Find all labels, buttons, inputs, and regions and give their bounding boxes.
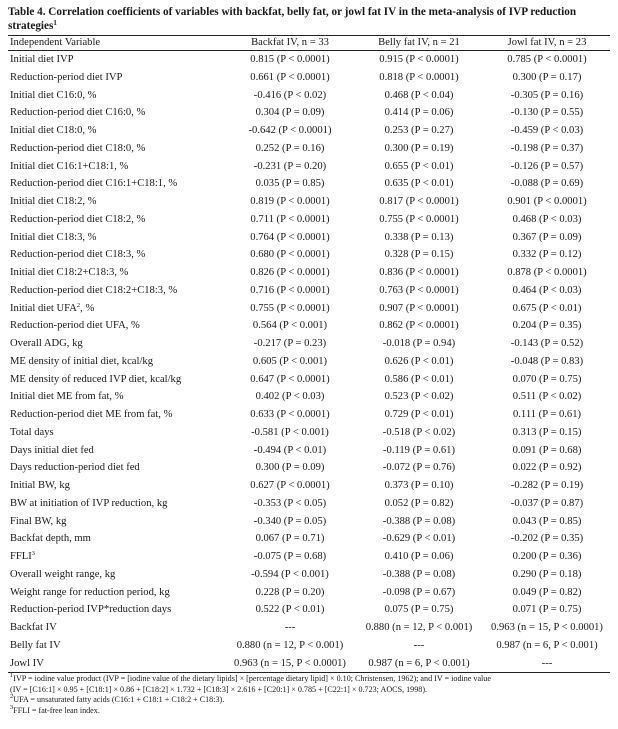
jowl-fat-iv-cell: -0.126 (P = 0.57) (510, 160, 584, 172)
table-row (8, 122, 610, 140)
row-label-text: Reduction-period diet IVP (10, 71, 123, 83)
backfat-iv-cell: 0.522 (P < 0.01) (255, 604, 325, 616)
row-label-text: Total days (10, 426, 54, 438)
belly-fat-iv-cell: 0.328 (P = 0.15) (384, 249, 454, 261)
row-label-text: Overall ADG, kg (10, 338, 83, 349)
jowl-fat-iv-cell: 0.043 (P = 0.85) (512, 515, 582, 527)
row-label (8, 371, 226, 389)
jowl-fat-iv-cell: -0.048 (P = 0.83) (510, 355, 584, 367)
column-header-jowl-fat-iv: Jowl fat IV, n = 23 (484, 36, 610, 51)
row-label-text: Final BW, kg (10, 515, 67, 527)
backfat-iv-cell: -0.340 (P = 0.05) (253, 515, 327, 527)
jowl-fat-iv-cell: 0.332 (P = 0.12) (512, 249, 582, 261)
table-row (8, 264, 610, 282)
row-label (8, 69, 226, 87)
table-row (8, 548, 610, 566)
row-label-text: Reduction-period diet C18:0, % (10, 142, 146, 154)
backfat-iv-cell: 0.627 (P < 0.0001) (250, 480, 330, 491)
table-row (8, 335, 610, 353)
backfat-iv-cell: -0.075 (P = 0.68) (253, 551, 327, 562)
row-label (8, 51, 226, 69)
row-label-text: Initial diet C18:2, % (10, 196, 97, 207)
title-footnote-marker: 1 (53, 19, 57, 27)
jowl-fat-iv-cell: -0.198 (P = 0.37) (510, 142, 584, 154)
row-label (8, 459, 226, 477)
belly-fat-iv-cell: 0.300 (P = 0.19) (384, 142, 454, 154)
row-label-text: Backfat IV (10, 622, 57, 633)
table-row (8, 246, 610, 264)
row-label (8, 158, 226, 176)
backfat-iv-cell: -0.494 (P < 0.01) (253, 444, 327, 456)
footnote (10, 695, 610, 706)
backfat-iv-cell: 0.300 (P = 0.09) (255, 462, 325, 474)
row-label-text: Initial diet UFA (10, 302, 77, 314)
row-label (8, 282, 226, 300)
table-row (8, 424, 610, 442)
backfat-iv-cell: -0.231 (P = 0.20) (253, 160, 327, 172)
table-row (8, 104, 610, 122)
jowl-fat-iv-cell: 0.878 (P < 0.0001) (507, 267, 587, 278)
table-row (8, 442, 610, 460)
footnote-number: 2 (10, 693, 14, 701)
table-row (8, 619, 610, 637)
jowl-fat-iv-cell: -0.282 (P = 0.19) (510, 480, 584, 491)
belly-fat-iv-cell: 0.987 (n = 6, P < 0.001) (354, 655, 484, 673)
jowl-fat-iv-cell: 0.675 (P < 0.01) (512, 302, 582, 314)
belly-fat-iv-cell: -0.388 (P = 0.08) (382, 515, 456, 527)
footnote (10, 685, 610, 696)
row-label (8, 619, 226, 637)
belly-fat-iv-cell: 0.414 (P = 0.06) (384, 107, 454, 119)
belly-fat-iv-cell: -0.072 (P = 0.76) (382, 462, 456, 474)
backfat-iv-cell: 0.252 (P = 0.16) (255, 142, 325, 154)
belly-fat-iv-cell: 0.468 (P < 0.04) (384, 89, 454, 101)
table-row (8, 282, 610, 300)
column-header-independent-variable: Independent Variable (8, 36, 226, 51)
row-label-text: Reduction-period diet C18:2+C18:3, % (10, 284, 178, 296)
jowl-fat-iv-cell: 0.290 (P = 0.18) (512, 568, 582, 580)
backfat-iv-cell: -0.594 (P < 0.001) (251, 568, 329, 580)
belly-fat-iv-cell: -0.518 (P < 0.02) (382, 426, 456, 438)
backfat-iv-cell: 0.661 (P < 0.0001) (250, 71, 330, 83)
belly-fat-iv-cell: 0.655 (P < 0.01) (384, 160, 454, 172)
row-label-text: Backfat depth, mm (10, 533, 91, 545)
backfat-iv-cell: -0.642 (P < 0.0001) (248, 125, 332, 136)
backfat-iv-cell: 0.564 (P < 0.001) (252, 320, 328, 332)
column-header-backfat-iv: Backfat IV, n = 33 (226, 36, 354, 51)
row-label (8, 140, 226, 158)
belly-fat-iv-cell: 0.763 (P < 0.0001) (379, 284, 459, 296)
jowl-fat-iv-cell: 0.204 (P = 0.35) (512, 320, 582, 332)
row-label (8, 229, 226, 247)
table-row (8, 459, 610, 477)
table-row (8, 566, 610, 584)
table-row (8, 140, 610, 158)
jowl-fat-iv-cell: 0.313 (P = 0.15) (512, 426, 582, 438)
footnote-marker: 2 (76, 301, 81, 309)
row-label (8, 637, 226, 655)
table-row (8, 371, 610, 389)
row-label-text: Reduction-period diet ME from fat, % (10, 409, 173, 420)
row-label (8, 353, 226, 371)
belly-fat-iv-cell: -0.388 (P = 0.08) (382, 568, 456, 580)
backfat-iv-cell: 0.228 (P = 0.20) (255, 586, 325, 598)
row-label-text: Initial diet C18:3, % (10, 231, 97, 243)
jowl-fat-iv-cell: 0.785 (P < 0.0001) (507, 54, 587, 65)
jowl-fat-iv-cell: -0.088 (P = 0.69) (510, 178, 584, 190)
row-label-text: Reduction-period diet C18:3, % (10, 249, 146, 261)
belly-fat-iv-cell: 0.915 (P < 0.0001) (379, 54, 459, 65)
jowl-fat-iv-cell: 0.367 (P = 0.09) (512, 231, 582, 243)
table-row (8, 406, 610, 424)
belly-fat-iv-cell: 0.836 (P < 0.0001) (379, 267, 459, 278)
backfat-iv-cell: 0.716 (P < 0.0001) (250, 284, 330, 296)
row-label (8, 87, 226, 105)
jowl-fat-iv-cell: -0.130 (P = 0.55) (510, 107, 584, 119)
row-label-text: Initial diet ME from fat, % (10, 391, 124, 403)
row-label-suffix: , % (80, 302, 95, 314)
backfat-iv-cell: --- (284, 622, 296, 633)
table-title-text: Table 4. Correlation coefficients of variables with backfat, belly fat, or jowl fat IV in the meta-analysis of IVP reduction strategies (8, 6, 577, 32)
row-label-text: Days initial diet fed (10, 444, 94, 456)
row-label (8, 655, 226, 673)
table-row (8, 353, 610, 371)
backfat-iv-cell: 0.963 (n = 15, P < 0.0001) (226, 655, 354, 673)
belly-fat-iv-cell: 0.410 (P = 0.06) (384, 551, 454, 562)
backfat-iv-cell: 0.680 (P < 0.0001) (250, 249, 330, 261)
correlation-table (8, 35, 610, 673)
backfat-iv-cell: 0.647 (P < 0.0001) (250, 373, 330, 385)
row-label (8, 601, 226, 619)
table-footnotes (8, 674, 610, 716)
table-row (8, 229, 610, 247)
table-row (8, 388, 610, 406)
table-body (8, 51, 610, 673)
jowl-fat-iv-cell: 0.111 (P = 0.61) (512, 409, 582, 420)
table-row (8, 513, 610, 531)
row-label-text: Reduction-period diet C16:0, % (10, 107, 146, 119)
belly-fat-iv-cell: 0.523 (P < 0.02) (384, 391, 454, 403)
belly-fat-iv-cell: 0.880 (n = 12, P < 0.001) (365, 622, 473, 633)
row-label (8, 442, 226, 460)
footnote-text: (IV = [C16:1] × 0.95 + [C18:1] × 0.86 + [C18:2] × 1.732 + [C18:3] × 2.616 + [C20:1] × 0.785 + [C22:1] × 0.723; AOCS, 1998). (10, 684, 428, 694)
belly-fat-iv-cell: 0.635 (P < 0.01) (384, 178, 454, 190)
jowl-fat-iv-cell: 0.070 (P = 0.75) (512, 373, 582, 385)
row-label-text: FFLI (10, 551, 32, 562)
belly-fat-iv-cell: 0.253 (P = 0.27) (384, 125, 454, 136)
belly-fat-iv-cell: 0.818 (P < 0.0001) (379, 71, 459, 83)
jowl-fat-iv-cell: -0.143 (P = 0.52) (510, 338, 584, 349)
row-label (8, 317, 226, 335)
row-label-text: Initial BW, kg (10, 480, 70, 491)
table-row (8, 584, 610, 602)
table-row (8, 637, 610, 655)
backfat-iv-cell: -0.353 (P < 0.05) (253, 497, 327, 509)
row-label (8, 246, 226, 264)
jowl-fat-iv-cell: 0.300 (P = 0.17) (512, 71, 582, 83)
table-row (8, 69, 610, 87)
row-label-text: Initial diet C18:2+C18:3, % (10, 267, 129, 278)
table-title (8, 5, 610, 33)
row-label (8, 495, 226, 513)
row-label-text: ME density of reduced IVP diet, kcal/kg (10, 373, 182, 385)
row-label (8, 513, 226, 531)
backfat-iv-cell: 0.819 (P < 0.0001) (250, 196, 330, 207)
table-row (8, 655, 610, 673)
belly-fat-iv-cell: 0.862 (P < 0.0001) (379, 320, 459, 332)
jowl-fat-iv-cell: -0.459 (P < 0.03) (510, 125, 584, 136)
backfat-iv-cell: 0.035 (P = 0.85) (255, 178, 325, 190)
row-label-text: Jowl IV (10, 657, 44, 669)
column-header-belly-fat-iv: Belly fat IV, n = 21 (354, 36, 484, 51)
table-header-row (8, 36, 610, 51)
backfat-iv-cell: -0.581 (P < 0.001) (251, 426, 329, 438)
belly-fat-iv-cell: -0.098 (P = 0.67) (382, 586, 456, 598)
row-label (8, 424, 226, 442)
jowl-fat-iv-cell: 0.464 (P < 0.03) (512, 284, 582, 296)
table-row (8, 158, 610, 176)
footnote-text: UFA = unsaturated fatty acids (C16:1 + C18:1 + C18:2 + C18:3). (13, 695, 225, 705)
row-label (8, 104, 226, 122)
backfat-iv-cell: 0.815 (P < 0.0001) (250, 54, 330, 65)
row-label (8, 566, 226, 584)
footnote-marker: 3 (31, 550, 36, 557)
jowl-fat-iv-cell: -0.305 (P = 0.16) (510, 89, 584, 101)
table-row (8, 495, 610, 513)
row-label-text: Initial diet C16:1+C18:1, % (10, 160, 129, 172)
backfat-iv-cell: 0.880 (n = 12, P < 0.001) (236, 639, 344, 651)
row-label (8, 211, 226, 229)
jowl-fat-iv-cell: 0.049 (P = 0.82) (512, 586, 582, 598)
row-label-text: Belly fat IV (10, 639, 61, 651)
row-label (8, 406, 226, 424)
backfat-iv-cell: 0.304 (P = 0.09) (255, 107, 325, 119)
jowl-fat-iv-cell: -0.202 (P = 0.35) (510, 533, 584, 545)
belly-fat-iv-cell: 0.052 (P = 0.82) (384, 497, 454, 509)
belly-fat-iv-cell: -0.018 (P = 0.94) (382, 338, 456, 349)
jowl-fat-iv-cell: 0.987 (n = 6, P < 0.001) (496, 639, 598, 651)
belly-fat-iv-cell: 0.586 (P < 0.01) (384, 373, 454, 385)
jowl-fat-iv-cell: --- (484, 655, 610, 673)
belly-fat-iv-cell: 0.729 (P < 0.01) (384, 409, 454, 420)
belly-fat-iv-cell: 0.338 (P = 0.13) (384, 231, 454, 243)
jowl-fat-iv-cell: 0.200 (P = 0.36) (512, 551, 582, 562)
table-row (8, 211, 610, 229)
footnote (10, 674, 610, 685)
table-row (8, 193, 610, 211)
belly-fat-iv-cell: 0.626 (P < 0.01) (384, 355, 454, 367)
row-label-text: Initial diet C18:0, % (10, 125, 97, 136)
row-label-text: Initial diet C16:0, % (10, 89, 97, 101)
row-label-text: Reduction-period diet UFA, % (10, 320, 140, 332)
row-label-text: Initial diet IVP (10, 54, 74, 65)
row-label (8, 193, 226, 211)
backfat-iv-cell: 0.826 (P < 0.0001) (250, 267, 330, 278)
belly-fat-iv-cell: -0.629 (P < 0.01) (382, 533, 456, 545)
row-label (8, 175, 226, 193)
row-label (8, 548, 226, 566)
row-label (8, 264, 226, 282)
row-label-text: Overall weight range, kg (10, 568, 116, 580)
footnote-number: 1 (10, 672, 14, 680)
row-label-text: BW at initiation of IVP reduction, kg (10, 497, 168, 509)
footnote (10, 706, 610, 717)
table-row (8, 601, 610, 619)
belly-fat-iv-cell: 0.075 (P = 0.75) (384, 604, 454, 616)
backfat-iv-cell: 0.605 (P < 0.001) (252, 355, 328, 367)
backfat-iv-cell: -0.217 (P = 0.23) (253, 338, 327, 349)
table-row (8, 87, 610, 105)
row-label-text: Days reduction-period diet fed (10, 462, 140, 474)
row-label (8, 530, 226, 548)
row-label (8, 300, 226, 318)
table-row (8, 477, 610, 495)
row-label (8, 122, 226, 140)
jowl-fat-iv-cell: 0.901 (P < 0.0001) (507, 196, 587, 207)
belly-fat-iv-cell: 0.755 (P < 0.0001) (379, 213, 459, 225)
backfat-iv-cell: 0.067 (P = 0.71) (255, 533, 325, 545)
backfat-iv-cell: 0.402 (P < 0.03) (255, 391, 325, 403)
backfat-iv-cell: 0.755 (P < 0.0001) (250, 302, 330, 314)
row-label-text: ME density of initial diet, kcal/kg (10, 355, 153, 367)
jowl-fat-iv-cell: -0.037 (P = 0.87) (510, 497, 584, 509)
table-row (8, 317, 610, 335)
belly-fat-iv-cell: 0.373 (P = 0.10) (384, 480, 454, 491)
row-label (8, 335, 226, 353)
row-label (8, 477, 226, 495)
backfat-iv-cell: 0.764 (P < 0.0001) (250, 231, 330, 243)
table-row (8, 530, 610, 548)
jowl-fat-iv-cell: 0.468 (P < 0.03) (512, 213, 582, 225)
row-label-text: Weight range for reduction period, kg (10, 586, 170, 598)
belly-fat-iv-cell: 0.817 (P < 0.0001) (379, 196, 459, 207)
row-label-text: Reduction-period IVP*reduction days (10, 604, 172, 616)
belly-fat-iv-cell: 0.907 (P < 0.0001) (379, 302, 459, 314)
table-row (8, 51, 610, 69)
footnote-text: IVP = iodine value product (IVP = [iodine value of the dietary lipids] × [percentage dietary lipid] × 0.10; Christensen, 1962); and IV = iodine value (13, 674, 491, 684)
table-row (8, 175, 610, 193)
row-label (8, 388, 226, 406)
jowl-fat-iv-cell: 0.511 (P < 0.02) (512, 391, 582, 403)
backfat-iv-cell: -0.416 (P < 0.02) (253, 89, 327, 101)
footnote-text: FFLI = fat-free lean index. (13, 706, 100, 716)
jowl-fat-iv-cell: 0.963 (n = 15, P < 0.0001) (491, 622, 603, 633)
row-label-text: Reduction-period diet C16:1+C18:1, % (10, 178, 178, 190)
footnote-number: 3 (10, 704, 14, 712)
backfat-iv-cell: 0.711 (P < 0.0001) (250, 213, 330, 225)
jowl-fat-iv-cell: 0.071 (P = 0.75) (512, 604, 582, 616)
backfat-iv-cell: 0.633 (P < 0.0001) (250, 409, 330, 420)
jowl-fat-iv-cell: 0.022 (P = 0.92) (512, 462, 582, 474)
row-label (8, 584, 226, 602)
jowl-fat-iv-cell: 0.091 (P = 0.68) (512, 444, 582, 456)
belly-fat-iv-cell: --- (413, 639, 425, 651)
table-row (8, 300, 610, 318)
row-label-text: Reduction-period diet C18:2, % (10, 213, 146, 225)
belly-fat-iv-cell: -0.119 (P = 0.61) (383, 444, 455, 456)
